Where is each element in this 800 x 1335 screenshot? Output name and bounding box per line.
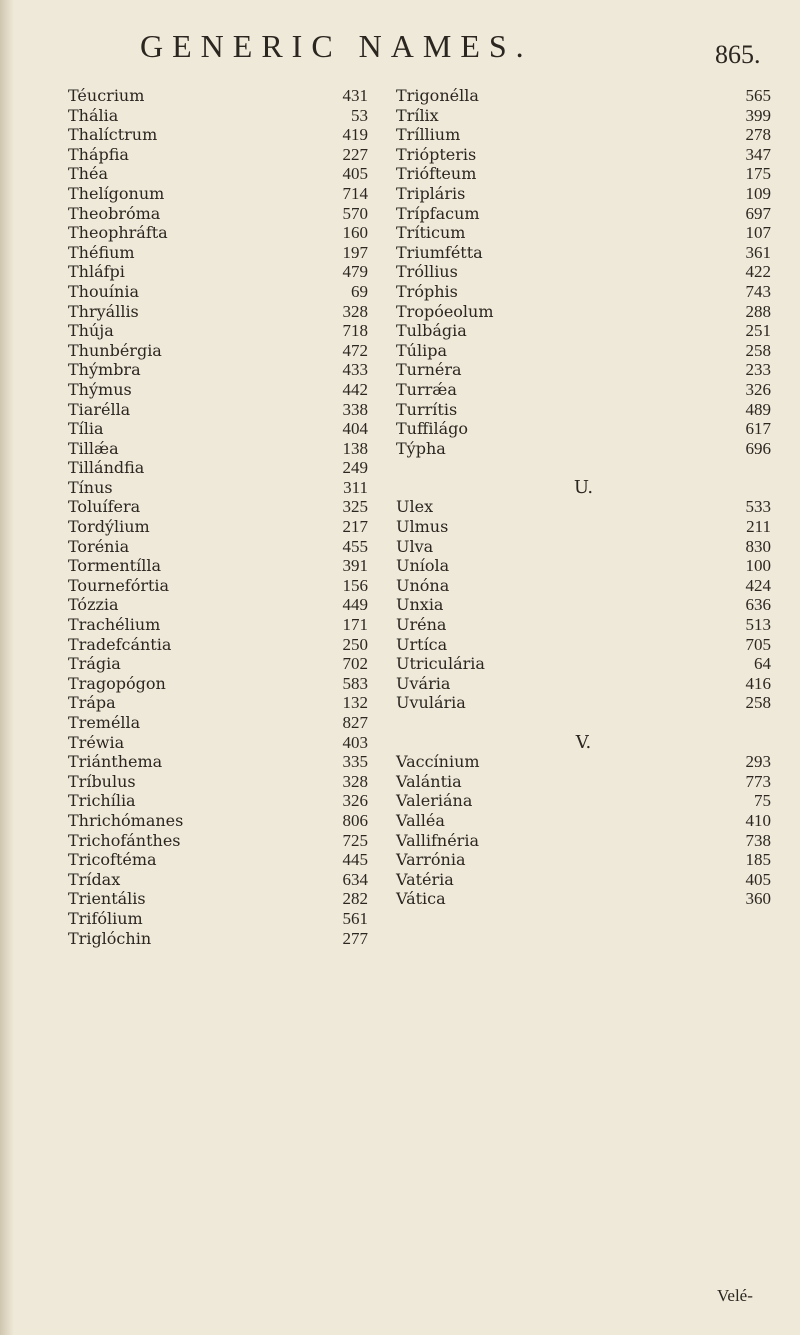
index-entry — [68, 419, 368, 439]
index-entry — [68, 439, 368, 459]
index-entry — [396, 497, 771, 517]
index-entry — [396, 635, 771, 655]
index-entry — [68, 106, 368, 126]
page-reference: 410 — [745, 810, 771, 830]
page-reference: 738 — [745, 830, 771, 850]
page-reference: 431 — [342, 86, 368, 105]
genus-name: Trichília — [68, 791, 136, 811]
index-entry — [68, 497, 368, 517]
genus-name: Thláfpi — [68, 262, 125, 282]
left-column — [68, 86, 368, 948]
section-heading-v: V. — [575, 731, 592, 753]
page-reference: 156 — [342, 575, 368, 595]
page-reference: 403 — [342, 732, 368, 752]
genus-name: Théa — [68, 164, 108, 184]
genus-name: Triópteris — [396, 144, 477, 164]
page-reference: 278 — [745, 125, 771, 145]
index-entry — [396, 772, 771, 792]
page-reference: 455 — [342, 536, 368, 556]
page-reference: 171 — [342, 615, 368, 635]
index-entry — [396, 262, 771, 282]
page-reference: 233 — [745, 360, 771, 380]
index-entry — [396, 400, 771, 420]
genus-name: Tricoftéma — [68, 850, 157, 870]
index-entry — [68, 458, 368, 478]
page-reference: 175 — [745, 164, 771, 184]
genus-name: Trídax — [68, 869, 121, 889]
index-entry — [396, 145, 771, 165]
index-entry — [68, 811, 368, 831]
index-entry — [68, 576, 368, 596]
index-entry — [68, 517, 368, 537]
genus-name: Tríbulus — [68, 771, 136, 791]
index-entry — [68, 556, 368, 576]
page-reference: 561 — [342, 908, 368, 928]
genus-name: Vaccínium — [396, 752, 480, 772]
index-entry — [68, 243, 368, 263]
genus-name: Toluífera — [68, 497, 141, 517]
page-reference: 617 — [745, 419, 771, 439]
index-entry — [396, 164, 771, 184]
page-reference: 326 — [342, 791, 368, 811]
genus-name: Téucrium — [68, 86, 145, 105]
genus-name: Tózzia — [68, 595, 119, 615]
page-reference: 705 — [745, 634, 771, 654]
index-entry — [396, 752, 771, 772]
page-reference: 282 — [342, 889, 368, 909]
genus-name: Thalíctrum — [68, 125, 158, 145]
index-entry — [68, 850, 368, 870]
page-reference: 424 — [745, 575, 771, 595]
page-reference: 634 — [342, 869, 368, 889]
genus-name: Tríllium — [396, 125, 461, 145]
page-reference: 442 — [342, 379, 368, 399]
genus-name: Triófteum — [396, 164, 477, 184]
genus-name: Ulva — [396, 536, 434, 556]
page-reference: 513 — [745, 615, 771, 635]
page-reference: 326 — [745, 379, 771, 399]
page-reference: 416 — [745, 673, 771, 693]
page-reference: 405 — [342, 164, 368, 184]
page-reference: 583 — [342, 673, 368, 693]
page-title: GENERIC NAMES. — [140, 28, 533, 64]
genus-name: Tuffilágo — [396, 419, 468, 439]
index-entry — [396, 419, 771, 439]
page-reference: 293 — [745, 752, 771, 772]
genus-name: Tremélla — [68, 713, 141, 732]
index-entry — [68, 302, 368, 322]
genus-name: Tulbágia — [396, 321, 467, 341]
page-reference: 227 — [342, 144, 368, 164]
genus-name: Triánthema — [68, 752, 163, 772]
genus-name: Trágia — [68, 654, 121, 674]
page-reference: 570 — [342, 203, 368, 223]
page-reference: 69 — [351, 281, 368, 301]
page-reference: 250 — [342, 634, 368, 654]
index-entry — [68, 360, 368, 380]
genus-name: Théfium — [68, 242, 135, 262]
index-entry — [396, 439, 771, 459]
page-reference: 702 — [342, 654, 368, 674]
genus-name: Trípfacum — [396, 203, 480, 223]
index-entry — [68, 341, 368, 361]
genus-name: Tínus — [68, 477, 113, 497]
genus-name: Tropóeolum — [396, 301, 494, 321]
genus-name: Tormentílla — [68, 556, 161, 576]
page-reference: 565 — [745, 86, 771, 105]
genus-name: Tróllius — [396, 262, 458, 282]
page-reference: 328 — [342, 771, 368, 791]
page-reference: 160 — [342, 223, 368, 243]
index-entry — [68, 929, 368, 949]
page-reference: 75 — [754, 791, 771, 811]
genus-name: Thýmus — [68, 379, 132, 399]
genus-name: Tordýlium — [68, 517, 150, 537]
page-edge — [0, 0, 14, 1335]
genus-name: Triumfétta — [396, 242, 483, 262]
genus-name: Trichofánthes — [68, 830, 181, 850]
index-entry — [396, 360, 771, 380]
page-number: 865. — [715, 40, 761, 69]
genus-name: Trifólium — [68, 908, 143, 928]
genus-name: Varrónia — [396, 850, 466, 870]
genus-name: Theobróma — [68, 203, 161, 223]
index-entry — [68, 321, 368, 341]
index-entry — [68, 184, 368, 204]
page-reference: 449 — [342, 595, 368, 615]
genus-name: Thýmbra — [68, 360, 141, 380]
page-reference: 361 — [745, 242, 771, 262]
genus-name: Uvulária — [396, 693, 466, 713]
genus-name: Tradefcántia — [68, 634, 172, 654]
genus-name: Valléa — [396, 810, 445, 830]
page-reference: 100 — [745, 556, 771, 576]
index-entry — [396, 86, 771, 106]
page-reference: 533 — [745, 497, 771, 517]
index-entry — [396, 576, 771, 596]
genus-name: Uréna — [396, 615, 447, 635]
genus-name: Unóna — [396, 575, 450, 595]
page-reference: 288 — [745, 301, 771, 321]
index-entry — [396, 223, 771, 243]
genus-name: Tréwia — [68, 732, 125, 752]
page-reference: 697 — [745, 203, 771, 223]
index-entry — [68, 615, 368, 635]
genus-name: Vallifnéria — [396, 830, 479, 850]
page-reference: 773 — [745, 771, 771, 791]
genus-name: Trientális — [68, 889, 146, 909]
page-reference: 251 — [745, 321, 771, 341]
index-entry — [68, 223, 368, 243]
index-entry — [396, 302, 771, 322]
index-entry — [68, 752, 368, 772]
genus-name: Valeriána — [396, 791, 473, 811]
index-entry — [396, 321, 771, 341]
page-reference: 328 — [342, 301, 368, 321]
index-entry — [68, 772, 368, 792]
genus-name: Unxia — [396, 595, 444, 615]
index-entry — [68, 635, 368, 655]
genus-name: Thunbérgia — [68, 340, 162, 360]
index-entry — [68, 889, 368, 909]
genus-name: Tiarélla — [68, 399, 131, 419]
catchword: Velé- — [717, 1286, 753, 1305]
index-entry — [396, 811, 771, 831]
genus-name: Thrichómanes — [68, 810, 184, 830]
page-reference: 636 — [745, 595, 771, 615]
index-entry — [68, 693, 368, 713]
page-reference: 422 — [745, 262, 771, 282]
genus-name: Turnéra — [396, 360, 462, 380]
index-entry — [68, 204, 368, 224]
genus-name: Túlipa — [396, 340, 447, 360]
page-reference: 249 — [342, 458, 368, 478]
page-reference: 132 — [342, 693, 368, 713]
index-entry — [68, 831, 368, 851]
index-entry — [396, 693, 771, 713]
genus-name: Thália — [68, 105, 119, 125]
genus-name: Trílix — [396, 105, 439, 125]
page-reference: 109 — [745, 183, 771, 203]
index-entry — [68, 537, 368, 557]
page-reference: 53 — [351, 105, 368, 125]
index-entry — [68, 400, 368, 420]
index-entry — [68, 125, 368, 145]
page-reference: 399 — [745, 105, 771, 125]
index-entry — [396, 341, 771, 361]
page-reference: 138 — [342, 438, 368, 458]
genus-name: Tillándfia — [68, 458, 145, 478]
index-entry — [68, 791, 368, 811]
genus-name: Theophráfta — [68, 223, 168, 243]
index-entry — [396, 595, 771, 615]
genus-name: Valántia — [396, 771, 462, 791]
index-entry — [396, 380, 771, 400]
index-entry — [68, 86, 368, 106]
page-reference: 479 — [342, 262, 368, 282]
index-entry — [396, 204, 771, 224]
index-entry — [396, 850, 771, 870]
genus-name: Turrítis — [396, 399, 458, 419]
right-column — [396, 86, 771, 909]
genus-name: Vatéria — [396, 869, 454, 889]
genus-name: Tília — [68, 419, 104, 439]
index-entry — [396, 889, 771, 909]
page-reference: 211 — [746, 517, 771, 537]
index-entry — [396, 282, 771, 302]
index-entry — [396, 870, 771, 890]
genus-name: Tillǽa — [68, 438, 119, 458]
page-reference: 347 — [745, 144, 771, 164]
page-reference: 445 — [342, 850, 368, 870]
page-reference: 360 — [745, 889, 771, 909]
genus-name: Uníola — [396, 556, 450, 576]
genus-name: Turrǽa — [396, 379, 457, 399]
page-reference: 335 — [342, 752, 368, 772]
genus-name: Tripláris — [396, 183, 466, 203]
index-entry — [396, 537, 771, 557]
genus-name: Trigonélla — [396, 86, 479, 105]
genus-name: Torénia — [68, 536, 130, 556]
index-entry — [396, 517, 771, 537]
page-reference: 725 — [342, 830, 368, 850]
index-entry — [396, 615, 771, 635]
page-reference: 391 — [342, 556, 368, 576]
index-entry — [68, 164, 368, 184]
index-entry — [396, 674, 771, 694]
page-reference: 714 — [342, 183, 368, 203]
page-reference: 433 — [342, 360, 368, 380]
genus-name: Tróphis — [396, 281, 458, 301]
genus-name: Tragopógon — [68, 673, 166, 693]
index-entry — [68, 654, 368, 674]
genus-name: Týpha — [396, 438, 446, 458]
index-entry — [68, 478, 368, 498]
page-reference: 197 — [342, 242, 368, 262]
page-reference: 311 — [343, 477, 368, 497]
genus-name: Thápfia — [68, 144, 129, 164]
page-reference: 277 — [342, 928, 368, 948]
index-entry — [68, 282, 368, 302]
genus-name: Utriculária — [396, 654, 485, 674]
index-entry — [396, 654, 771, 674]
genus-name: Thúja — [68, 321, 114, 341]
page-reference: 107 — [745, 223, 771, 243]
genus-name: Thelígonum — [68, 183, 165, 203]
page-reference: 258 — [745, 693, 771, 713]
genus-name: Trápa — [68, 693, 116, 713]
page-reference: 489 — [745, 399, 771, 419]
genus-name: Trachélium — [68, 615, 161, 635]
index-entry — [396, 791, 771, 811]
genus-name: Thouínia — [68, 281, 139, 301]
genus-name: Thryállis — [68, 301, 139, 321]
page-reference: 258 — [745, 340, 771, 360]
genus-name: Ulmus — [396, 517, 449, 537]
page-reference: 419 — [342, 125, 368, 145]
index-entry — [68, 380, 368, 400]
page-reference: 185 — [745, 850, 771, 870]
page-reference: 404 — [342, 419, 368, 439]
index-entry — [68, 909, 368, 929]
genus-name: Ulex — [396, 497, 434, 517]
genus-name: Urtíca — [396, 634, 448, 654]
page-reference: 405 — [745, 869, 771, 889]
index-entry — [68, 262, 368, 282]
page-reference: 64 — [754, 654, 771, 674]
genus-name: Tríticum — [396, 223, 466, 243]
page-reference: 217 — [342, 517, 368, 537]
section-heading-u: U. — [573, 476, 594, 498]
index-entry — [396, 831, 771, 851]
genus-name: Tournefórtia — [68, 575, 170, 595]
index-entry — [396, 184, 771, 204]
page-reference: 827 — [342, 713, 368, 732]
genus-name: Vática — [396, 889, 446, 909]
page-reference: 718 — [342, 321, 368, 341]
page-reference: 806 — [342, 810, 368, 830]
index-entry — [396, 243, 771, 263]
page-reference: 696 — [745, 438, 771, 458]
index-entry — [68, 733, 368, 753]
index-entry — [68, 674, 368, 694]
index-entry — [396, 125, 771, 145]
index-entry — [68, 595, 368, 615]
page-reference: 743 — [745, 281, 771, 301]
page-reference: 830 — [745, 536, 771, 556]
page-reference: 472 — [342, 340, 368, 360]
page-reference: 338 — [342, 399, 368, 419]
index-entry — [68, 145, 368, 165]
index-entry — [68, 713, 368, 733]
genus-name: Triglóchin — [68, 928, 152, 948]
index-entry — [396, 106, 771, 126]
index-entry — [396, 556, 771, 576]
genus-name: Uvária — [396, 673, 451, 693]
page-reference: 325 — [342, 497, 368, 517]
index-entry — [68, 870, 368, 890]
